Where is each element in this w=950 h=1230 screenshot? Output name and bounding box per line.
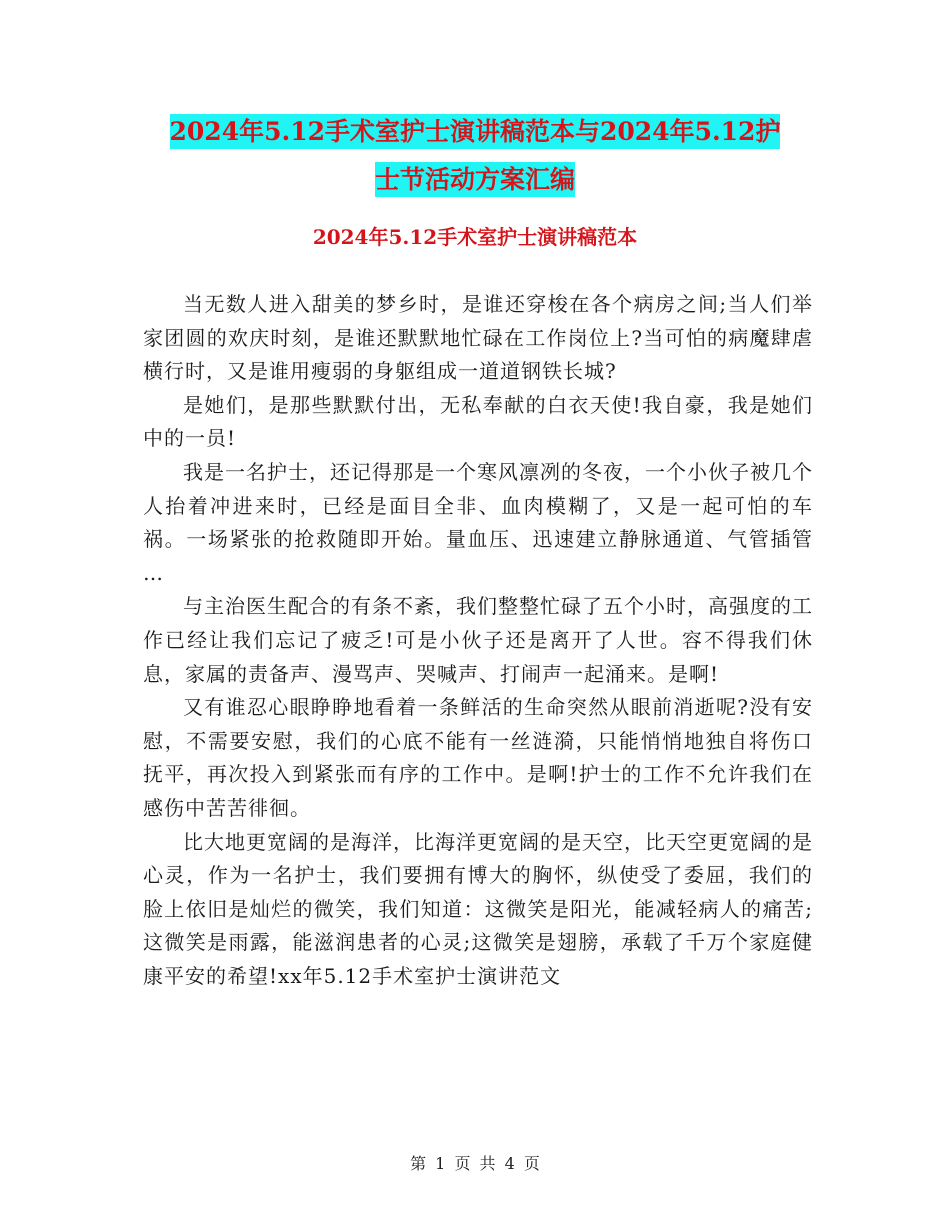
document-body [143, 288, 813, 993]
paragraph: 当无数人进入甜美的梦乡时，是谁还穿梭在各个病房之间;当人们举家团圆的欢庆时刻，是谁还默默地忙碌在工作岗位上?当可怕的病魔肆虐横行时，又是谁用瘦弱的身躯组成一道道钢铁长城? [143, 292, 813, 384]
section-heading: 2024年5.12手术室护士演讲稿范本 [312, 225, 638, 249]
paragraph: 与主治医生配合的有条不紊，我们整整忙碌了五个小时，高强度的工作已经让我们忘记了疲乏!可是小伙子还是离开了人世。容不得我们休息，家属的责备声、漫骂声、哭喊声、打闹声一起涌来。是啊! [143, 594, 813, 686]
paragraph: 比大地更宽阔的是海洋，比海洋更宽阔的是天空，比天空更宽阔的是心灵，作为一名护士，我们要拥有博大的胸怀，纵使受了委屈，我们的脸上依旧是灿烂的微笑，我们知道：这微笑是阳光，能减轻病人的痛苦;这微笑是雨露，能滋润患者的心灵;这微笑是翅膀，承载了千万个家庭健康平安的希望!xx年5.12手术室护士演讲范文 [143, 829, 813, 988]
paragraph: 是她们，是那些默默付出，无私奉献的白衣天使!我自豪，我是她们中的一员! [143, 392, 813, 451]
document-title [140, 108, 810, 204]
document-title-line-1: 2024年5.12手术室护士演讲稿范本与2024年5.12护 [170, 114, 781, 149]
page-footer: 第 1 页 共 4 页 [410, 1154, 540, 1173]
paragraph: 又有谁忍心眼睁睁地看着一条鲜活的生命突然从眼前消逝呢?没有安慰，不需要安慰，我们的心底不能有一丝涟漪，只能悄悄地独自将伤口抚平，再次投入到紧张而有序的工作中。是啊!护士的工作不允许我们在感伤中苦苦徘徊。 [143, 695, 813, 820]
document-title-line-2: 士节活动方案汇编 [375, 162, 575, 197]
paragraph: 我是一名护士，还记得那是一个寒风凛冽的冬夜，一个小伙子被几个人抬着冲进来时，已经是面目全非、血肉模糊了，又是一起可怕的车祸。一场紧张的抢救随即开始。量血压、迅速建立静脉通道、气管插管 … [143, 459, 813, 585]
